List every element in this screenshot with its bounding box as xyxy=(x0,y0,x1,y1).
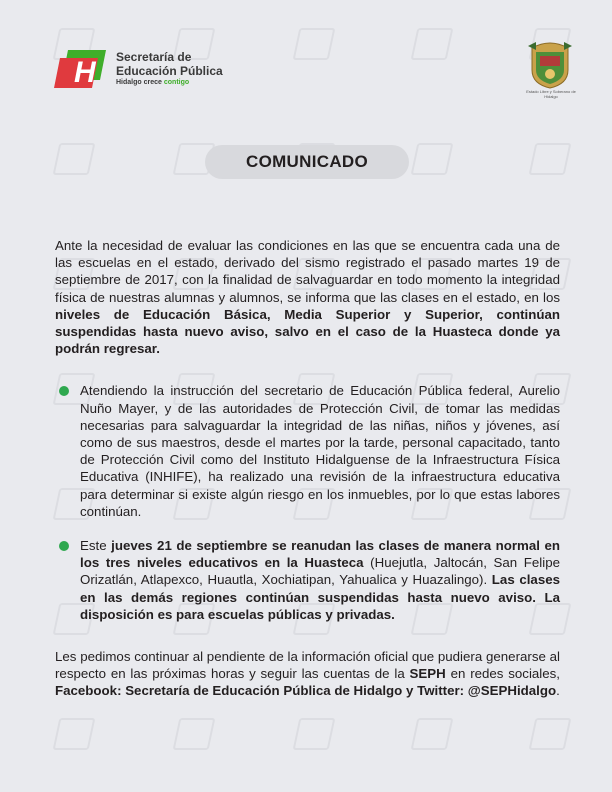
tagline-accent: contigo xyxy=(163,79,190,86)
outro-text: Les pedimos continuar al pendiente de la información oficial que pudiera generarse al respecto en las próximas horas y seguir las cuentas de la xyxy=(55,649,560,682)
watermark-logo-icon xyxy=(529,143,572,175)
outro-text-2: en redes sociales, xyxy=(445,666,560,682)
crest-caption: Estado Libre y Soberano de Hidalgo xyxy=(526,89,576,99)
point-2-middle: (Huejutla, Jaltocán, San Felipe Orizatlán, Atlapexco, Huautla, Xochiatipan, Yahualica y Huazalingo). xyxy=(80,555,561,588)
seph-logo-icon xyxy=(54,46,106,92)
brand-tagline xyxy=(116,79,189,86)
bullet-list xyxy=(55,382,560,623)
watermark-logo-icon xyxy=(173,718,216,750)
point-2-bold-2: Las clases en las demás regiones continúan suspendidas hasta nuevo aviso. La disposición es para escuelas públicas y privadas. xyxy=(80,572,560,622)
watermark-logo-icon xyxy=(411,143,454,175)
watermark-logo-icon xyxy=(53,718,96,750)
watermark-logo-icon xyxy=(293,718,336,750)
intro-text: Ante la necesidad de evaluar las condiciones en las que se encuentra cada una de las escuelas en el estado, derivado del sismo registrado el pasado martes 19 de septiembre de 2017, con la finalidad de salvaguardar en todo momento la integridad física de nuestras alumnas y alumnos, se informa que las clases en el estado, en los xyxy=(55,238,560,305)
bullet-icon xyxy=(59,386,69,396)
point-2-prefix: Este xyxy=(80,538,112,554)
bullet-icon xyxy=(59,541,69,551)
brand-line-2: Educación Pública xyxy=(116,64,223,78)
brand-name xyxy=(116,50,266,78)
intro-bold: niveles de Educación Básica, Media Superior y Superior, continúan suspendidas hasta nuevo aviso, salvo en el caso de la Huasteca donde ya podrán regresar. xyxy=(55,306,560,357)
logo-letter: H xyxy=(74,56,96,89)
watermark-logo-icon xyxy=(53,143,96,175)
list-item xyxy=(55,382,560,520)
document-body xyxy=(55,237,560,700)
outro-end: . xyxy=(556,683,560,699)
point-1-text: Atendiendo la instrucción del secretario de Educación Pública federal, Aurelio Nuño Mayer, y de las autoridades de Protección Civil, de tomar las medidas necesarias para salvaguardar la integridad de las niñas, niños y jóvenes, así como de sus maestros, desde el martes por la tarde, personal capacitado, tanto de Protección Civil como del Instituto Hidalguense de la Infraestructura Física Educativa (INHIFE), ha realizado una revisión de la infraestructura educativa para determinar si existe algún riesgo en los inmuebles, por lo que estas labores continúan. xyxy=(80,383,560,519)
watermark-logo-icon xyxy=(529,718,572,750)
point-2-bold-1: jueves 21 de septiembre se reanudan las clases de manera normal en los tres niveles educativos en la Huasteca xyxy=(80,538,560,571)
closing-paragraph xyxy=(55,648,560,700)
intro-paragraph xyxy=(55,237,560,357)
outro-social: Facebook: Secretaría de Educación Pública de Hidalgo y Twitter: @SEPHidalgo xyxy=(55,683,557,699)
tagline-main: Hidalgo crece xyxy=(116,79,162,86)
outro-seph: SEPH xyxy=(409,666,446,682)
list-item xyxy=(55,537,560,623)
state-crest-icon xyxy=(526,40,574,90)
header xyxy=(0,0,612,120)
watermark-logo-icon xyxy=(411,718,454,750)
page-title: COMUNICADO xyxy=(205,145,409,179)
brand-line-1: Secretaría de xyxy=(116,50,192,64)
